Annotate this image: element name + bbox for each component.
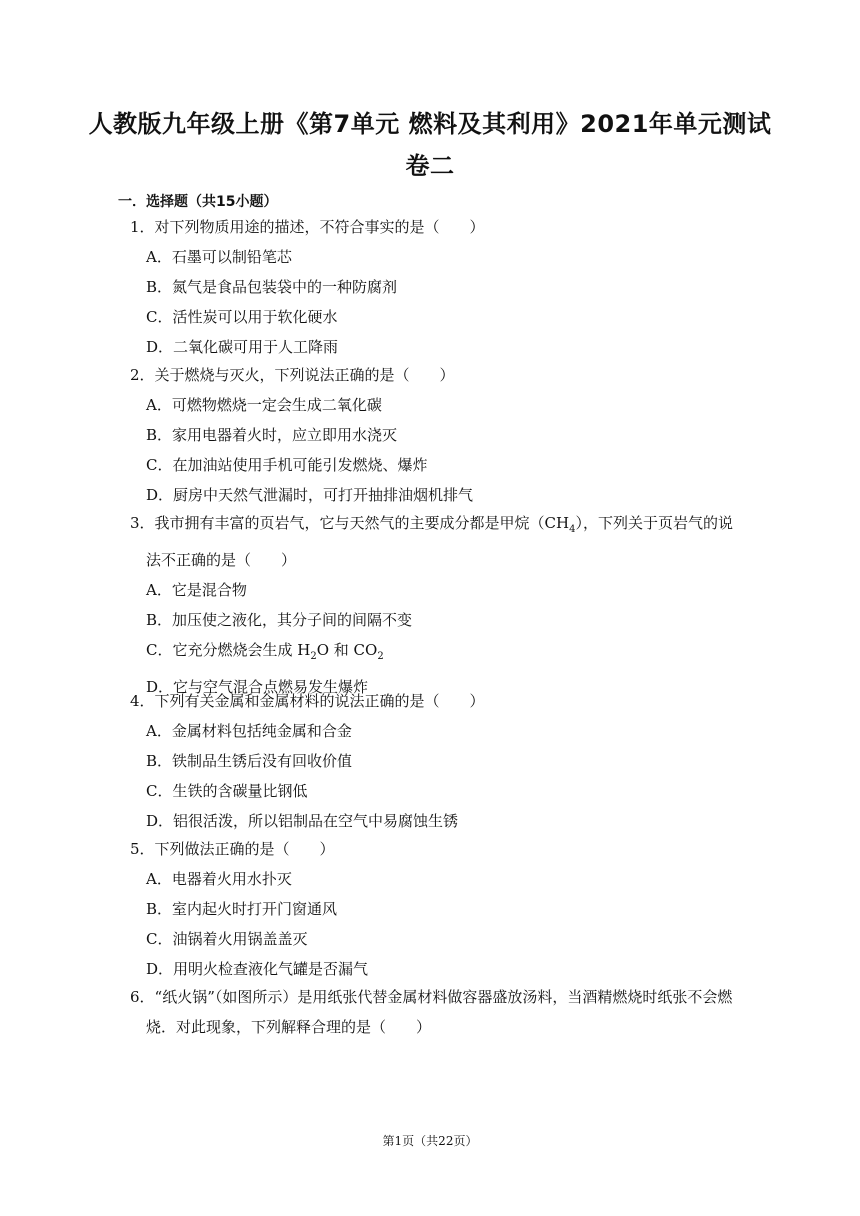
- stem-part: ），下列关于页岩气的说法不正确的是（ ）: [146, 514, 733, 569]
- question-stem: [130, 508, 735, 575]
- document-title-line-2: 卷二: [405, 152, 455, 180]
- question-stem: 1．对下列物质用途的描述，不符合事实的是（ ）: [130, 218, 485, 236]
- option-c: C．生铁的含碳量比钢低: [146, 782, 308, 800]
- subscript: 4: [569, 524, 576, 535]
- question-stem: 6．“纸火锅”（如图所示）是用纸张代替金属材料做容器盛放汤料，当酒精燃烧时纸张不会燃烧．对此现象，下列解释合理的是（ ）: [130, 988, 733, 1036]
- question-stem: 2．关于燃烧与灭火，下列说法正确的是（ ）: [130, 366, 455, 384]
- question-stem: 4．下列有关金属和金属材料的说法正确的是（ ）: [130, 692, 485, 710]
- option-a: A．可燃物燃烧一定会生成二氧化碳: [146, 396, 382, 414]
- section-heading: 一．选择题（共15小题）: [118, 194, 278, 210]
- question-4: [130, 686, 735, 836]
- stem-part: 3．我市拥有丰富的页岩气，它与天然气的主要成分都是甲烷（CH: [130, 514, 570, 532]
- option-d: D．二氧化碳可用于人工降雨: [146, 338, 339, 356]
- option-c: [130, 635, 735, 672]
- option-c: C．活性炭可以用于软化硬水: [146, 308, 338, 326]
- option-d: D．铝很活泼，所以铝制品在空气中易腐蚀生锈: [146, 812, 459, 830]
- option-part: C．它充分燃烧会生成 H: [146, 641, 311, 659]
- option-d: D．它与空气混合点燃易发生爆炸: [146, 678, 369, 696]
- option-a: A．电器着火用水扑灭: [146, 870, 292, 888]
- option-b: B．氮气是食品包装袋中的一种防腐剂: [146, 278, 398, 296]
- document-title-line-1: 人教版九年级上册《第7单元 燃料及其利用》2021年单元测试: [88, 110, 772, 138]
- option-c: C．在加油站使用手机可能引发燃烧、爆炸: [146, 456, 428, 474]
- option-a: A．石墨可以制铅笔芯: [146, 248, 292, 266]
- option-b: B．加压使之液化，其分子间的间隔不变: [146, 611, 413, 629]
- option-b: B．铁制品生锈后没有回收价值: [146, 752, 353, 770]
- option-a: A．它是混合物: [146, 581, 247, 599]
- option-c: C．油锅着火用锅盖盖灭: [146, 930, 308, 948]
- option-d: D．厨房中天然气泄漏时，可打开抽排油烟机排气: [146, 486, 474, 504]
- question-1: [130, 212, 735, 362]
- option-b: B．家用电器着火时，应立即用水浇灭: [146, 426, 398, 444]
- subscript: 2: [310, 651, 317, 662]
- option-part: O 和 CO: [316, 641, 378, 659]
- question-stem: 5．下列做法正确的是（ ）: [130, 840, 335, 858]
- question-2: [130, 360, 735, 510]
- question-5: [130, 834, 735, 984]
- question-3: [130, 508, 735, 702]
- option-a: A．金属材料包括纯金属和合金: [146, 722, 352, 740]
- page-footer: 第1页（共22页）: [382, 1134, 478, 1148]
- question-6: [130, 982, 735, 1042]
- subscript: 2: [377, 651, 384, 662]
- option-b: B．室内起火时打开门窗通风: [146, 900, 338, 918]
- option-d: D．用明火检查液化气罐是否漏气: [146, 960, 369, 978]
